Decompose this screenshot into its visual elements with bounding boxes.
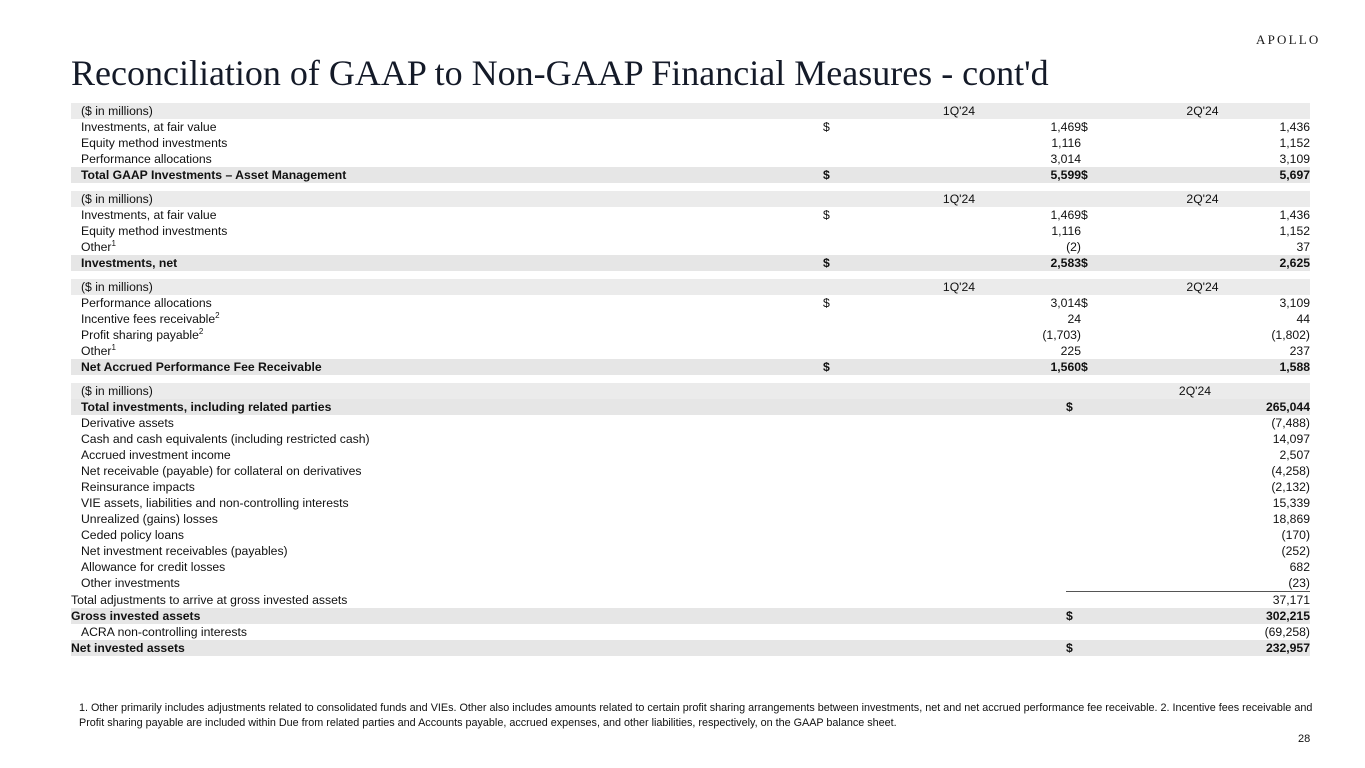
table-row [71,207,1310,223]
currency-symbol [823,311,837,327]
acra-label: ACRA non-controlling interests [81,625,247,639]
row-label: Derivative assets [81,416,174,430]
currency-symbol [1081,223,1095,239]
value-2q24: 1,152 [1279,136,1310,150]
value-2q24: 37 [1296,240,1310,254]
currency-symbol [823,343,837,359]
total-value-2q24: 1,588 [1095,359,1310,375]
table-row [71,511,1310,527]
table-row [71,559,1310,575]
total-label: Investments, net [71,255,823,271]
net-invested-assets-value: 232,957 [1080,640,1310,656]
currency-symbol [823,327,837,343]
column-header-2q24: 2Q'24 [1080,383,1310,399]
currency-symbol: $ [823,296,830,310]
currency-symbol: $ [823,120,830,134]
value-2q24: (2,132) [1271,480,1310,494]
currency-symbol [823,135,837,151]
footnote-marker: 1 [111,343,116,352]
currency-symbol [1081,343,1095,359]
table-row [71,415,1310,431]
table-row [71,495,1310,511]
value-2q24: 2,507 [1279,448,1310,462]
value-2q24: (1,802) [1271,328,1310,342]
table-row [71,151,1310,167]
row-label: Investments, at fair value [81,120,217,134]
currency-symbol [823,223,837,239]
table-net-invested-assets [71,383,1310,656]
currency-symbol: $ [1081,296,1088,310]
column-header-2q24: 2Q'24 [1095,191,1310,207]
row-label: Other$^1$ [81,239,116,254]
value-1q24: 3,014 [1050,296,1081,310]
table-header-row [71,103,1310,119]
value-2q24: 15,339 [1272,496,1310,510]
currency-symbol: $ [823,208,830,222]
total-row [71,255,1310,271]
gross-invested-assets-label: Gross invested assets [71,608,1066,624]
row-label: VIE assets, liabilities and non-controlling interests [81,496,349,510]
total-investments-value: 265,044 [1080,399,1310,415]
currency-symbol [1081,151,1095,167]
table-header-row [71,191,1310,207]
row-label: Allowance for credit losses [81,560,226,574]
row-label: Net receivable (payable) for collateral on derivatives [81,464,362,478]
total-value-1q24: 5,599 [837,167,1081,183]
row-label: Accrued investment income [81,448,231,462]
value-1q24: 1,469 [1050,120,1081,134]
row-label: Cash and cash equivalents (including restricted cash) [81,432,370,446]
row-label: Investments, at fair value [81,208,217,222]
total-value-1q24: 1,560 [837,359,1081,375]
row-label: Equity method investments [81,136,228,150]
table-row [71,135,1310,151]
footnote-marker: 2 [215,311,220,320]
total-label: Total GAAP Investments – Asset Management [71,167,823,183]
footnote-marker: 2 [198,327,204,336]
row-label: Performance allocations [81,296,212,310]
table-row [71,624,1310,640]
table-row [71,343,1310,359]
value-2q24: 3,109 [1279,296,1310,310]
column-header-1q24: 1Q'24 [837,191,1081,207]
total-adjustments-label: Total adjustments to arrive at gross invested assets [71,592,348,607]
value-2q24: 14,097 [1272,432,1310,446]
currency-symbol: $ [1066,399,1080,415]
table-row [71,295,1310,311]
table-row [71,479,1310,495]
page-title: Reconciliation of GAAP to Non-GAAP Financial Measures - cont'd [71,53,1049,93]
row-label: Unrealized (gains) losses [81,512,218,526]
table-row [71,311,1310,327]
table-row [71,447,1310,463]
column-header-1q24: 1Q'24 [837,103,1081,119]
value-2q24: (252) [1281,544,1310,558]
currency-symbol: $ [1081,120,1088,134]
total-row [71,359,1310,375]
value-2q24: 44 [1296,312,1310,326]
total-value-2q24: 2,625 [1095,255,1310,271]
table-row [71,119,1310,135]
currency-symbol [1081,239,1095,255]
row-label: Incentive fees receivable$^2$ [81,311,220,326]
footnote-marker: 1 [111,239,116,248]
reconciliation-tables [71,103,1310,656]
currency-symbol: $ [1066,640,1080,656]
column-header-1q24: 1Q'24 [837,279,1081,295]
value-1q24: (1,703) [1042,328,1081,342]
total-value-1q24: 2,583 [837,255,1081,271]
table-header-row [71,279,1310,295]
value-2q24: (7,488) [1271,416,1310,430]
currency-symbol [1081,327,1095,343]
value-2q24: 18,869 [1272,512,1310,526]
currency-symbol: $ [1081,167,1095,183]
row-label: Ceded policy loans [81,528,184,542]
value-1q24: (2) [1066,240,1081,254]
table-row [71,543,1310,559]
table-row [71,327,1310,343]
value-2q24: 3,109 [1279,152,1310,166]
total-row [71,640,1310,656]
unit-label: ($ in millions) [71,279,823,295]
value-1q24: 1,116 [1051,224,1081,238]
currency-symbol [823,239,837,255]
value-2q24: (170) [1281,528,1310,542]
value-1q24: 1,116 [1051,136,1081,150]
table-row [71,527,1310,543]
currency-symbol [823,151,837,167]
total-row [71,399,1310,415]
total-label: Net Accrued Performance Fee Receivable [71,359,823,375]
acra-value: (69,258) [1264,625,1310,639]
total-value-2q24: 5,697 [1095,167,1310,183]
currency-symbol: $ [1081,208,1088,222]
row-label: Performance allocations [81,152,212,166]
value-2q24: (4,258) [1271,464,1310,478]
table-row [71,592,1310,609]
table-gaap-investments [71,103,1310,183]
value-1q24: 24 [1067,312,1081,326]
value-1q24: 3,014 [1050,152,1081,166]
table-row [71,463,1310,479]
currency-symbol: $ [1081,359,1095,375]
value-2q24: 237 [1289,344,1310,358]
table-row [71,431,1310,447]
value-2q24: 1,152 [1279,224,1310,238]
currency-symbol: $ [1066,608,1080,624]
unit-label: ($ in millions) [71,383,1066,399]
table-row [71,575,1310,592]
currency-symbol [1081,311,1095,327]
row-label: Net investment receivables (payables) [81,544,288,558]
unit-label: ($ in millions) [71,103,823,119]
currency-symbol: $ [823,359,837,375]
value-1q24: 225 [1060,344,1081,358]
currency-symbol: $ [823,167,837,183]
net-invested-assets-label: Net invested assets [71,640,1066,656]
total-investments-label: Total investments, including related parties [71,399,1066,415]
row-label: Other investments [81,576,180,591]
row-label: Equity method investments [81,224,228,238]
column-header-2q24: 2Q'24 [1095,103,1310,119]
value-1q24: 1,469 [1050,208,1081,222]
table-row [71,239,1310,255]
value-2q24: (23) [1288,576,1310,590]
gross-invested-assets-value: 302,215 [1080,608,1310,624]
total-adjustments-value: 37,171 [1080,592,1310,609]
currency-symbol: $ [1081,255,1095,271]
total-row [71,167,1310,183]
footnote: 1. Other primarily includes adjustments related to consolidated funds and VIEs. Other also includes amounts related to certain profit sharing arrangements between investments, net and net accrued performance fee receivable. 2. Incentive fees receivable and Profit sharing payable are included within Due from related parties and Accounts payable, accrued expenses, and other liabilities, respectively, on the GAAP balance sheet. [79,702,1313,729]
page-number: 28 [1298,733,1311,745]
value-2q24: 1,436 [1279,120,1310,134]
value-2q24: 1,436 [1279,208,1310,222]
row-label: Other$^1$ [81,343,116,358]
row-label: Reinsurance impacts [81,480,195,494]
currency-symbol [1081,135,1095,151]
unit-label: ($ in millions) [71,191,823,207]
value-2q24: 682 [1289,560,1310,574]
apollo-logo: APOLLO [1256,32,1321,47]
column-header-2q24: 2Q'24 [1095,279,1310,295]
currency-symbol: $ [823,255,837,271]
table-row [71,223,1310,239]
table-investments-net [71,191,1310,271]
table-header-row [71,383,1310,399]
table-net-accrued-performance-fee [71,279,1310,375]
row-label: Profit sharing payable$^2$ [81,327,204,342]
total-row [71,608,1310,624]
